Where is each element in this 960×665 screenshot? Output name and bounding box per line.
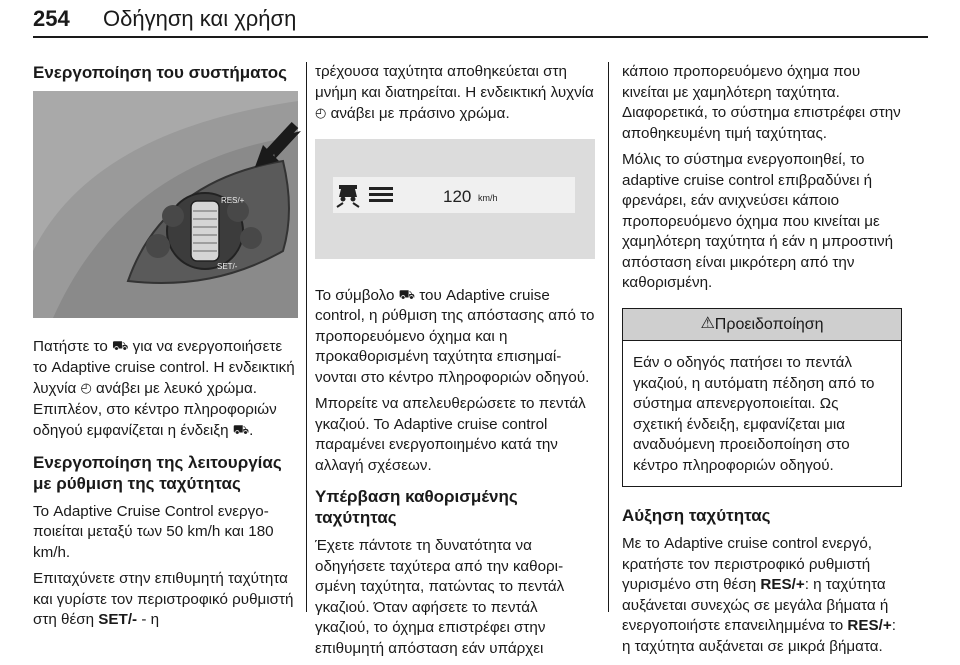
paragraph: Μόλις το σύστημα ενεργοποιηθεί, το adaptive cruise control επιβραδύνει ή φρενάρει, εάν ανιχνεύσει κάποιο προπορευόμενο όχημα που κινείται με χαμηλότερη ταχύτητα ή εάν η μπροστινή απόσταση είναι μικρότερη από την καθορισμένη. bbox=[622, 151, 894, 291]
adaptive-cruise-icon: ⛟ bbox=[112, 338, 129, 353]
steering-wheel-illustration bbox=[33, 91, 298, 318]
cruise-lamp-icon: ◴ bbox=[315, 105, 327, 120]
column-2 bbox=[315, 62, 595, 665]
paragraph: Το Adaptive Cruise Control ενεργοποιείται μεταξύ των 50 km/h και 180 km/h. bbox=[33, 502, 274, 561]
paragraph: Έχετε πάντοτε τη δυνατότητα να οδηγήσετε ταχύτερα από την καθορισμένη ταχύτητα, πατώντας το πεντάλ γκαζιού. Όταν αφήσετε το πεντάλ γκαζιού, το όχημα επιστρέφει στην επιθυμητή απόσταση εάν υπάρχει bbox=[315, 537, 565, 657]
adaptive-cruise-icon: ⛟ bbox=[398, 286, 415, 302]
paragraph: Πατήστε το ⛟ για να ενεργοποιήσετε το Adaptive cruise control. Η ενδεικτική λυχνία ◴ ανάβει με λευκό χρώμα. Επιπλέον, στο κέντρο πληροφοριών οδηγού εμφανίζεται η ένδειξη ⛟. bbox=[33, 338, 295, 439]
warning-title: Προειδοποίηση bbox=[714, 315, 824, 333]
warning-header bbox=[623, 309, 901, 342]
paragraph: κάποιο προπορευόμενο όχημα που κινείται με χαμηλότερη ταχύτητα. Διαφορετικά, το σύστημα επιστρέφει στην αποθηκευμένη τιμή ταχύτητας. bbox=[622, 63, 901, 142]
cluster-speed: 120 bbox=[443, 186, 472, 206]
warning-box bbox=[622, 308, 902, 488]
paragraph: Με το Adaptive cruise control ενεργό, κρατήστε τον περιστροφικό ρυθμιστή γυρισμένο στη θέση RES/+: η ταχύτητα αυξάνεται συνεχώς σε μεγάλα βήματα ή ενεργοποιήστε επανειλημμένα το RES/+: η ταχύτητα αυξάνεται σε μικρά βήματα. bbox=[622, 535, 896, 655]
driver-info-display-illustration bbox=[315, 139, 595, 259]
adaptive-cruise-icon bbox=[337, 185, 359, 207]
cruise-lamp-icon: ◴ bbox=[80, 380, 92, 395]
column-divider bbox=[306, 62, 307, 612]
heading-overtake: Υπέρβαση καθορισμένης ταχύτητας bbox=[315, 487, 518, 527]
cluster-unit: km/h bbox=[478, 192, 498, 203]
distance-bars-icon bbox=[369, 187, 393, 202]
paragraph: τρέχουσα ταχύτητα αποθηκεύεται στη μνήμη και διατηρείται. Η ενδεικτική λυχνία ◴ ανάβει με πράσινο χρώμα. bbox=[315, 63, 594, 122]
page-header bbox=[33, 6, 296, 36]
adaptive-cruise-icon: ⛟ bbox=[232, 422, 250, 437]
cluster-graphic bbox=[333, 177, 575, 213]
res-label: RES/+ bbox=[221, 196, 245, 205]
header-rule bbox=[33, 36, 928, 38]
section-title: Οδήγηση και χρήση bbox=[103, 6, 297, 31]
column-1 bbox=[33, 62, 298, 637]
set-label: SET/- bbox=[217, 262, 238, 271]
warning-triangle-icon: ⚠ bbox=[700, 314, 715, 332]
paragraph: Μπορείτε να απελευθερώσετε το πεντάλ γκαζιού. Το Adaptive cruise control παραμένει ενεργοποιημένο κατά την αλλαγή σχέσεων. bbox=[315, 395, 586, 474]
page-number: 254 bbox=[33, 6, 70, 31]
warning-text: Εάν ο οδηγός πατήσει το πεντάλ γκαζιού, η αυτόματη πέδηση από το σύστημα απενεργοποιείται. Ως σχετική ένδειξη, εμφανίζεται μια αναδυόμενη προειδοποίηση στο κέντρο πληροφοριών οδηγού. bbox=[633, 354, 875, 474]
heading-increase-speed: Αύξηση ταχύτητας bbox=[622, 506, 771, 525]
heading-activation: Ενεργοποίηση του συστήματος bbox=[33, 63, 287, 82]
column-divider bbox=[608, 62, 609, 612]
column-3 bbox=[622, 62, 902, 663]
paragraph: Επιταχύνετε στην επιθυμητή ταχύτητα και γυρίστε τον περιστροφικό ρυθμιστή στη θέση SET/- - η bbox=[33, 570, 294, 628]
heading-speed-setting: Ενεργοποίηση της λειτουργίας με ρύθμιση της ταχύτητας bbox=[33, 452, 282, 493]
steering-wheel-graphic bbox=[33, 91, 298, 318]
paragraph: Το σύμβολο ⛟ του Adaptive cruise control, η ρύθμιση της απόστασης από το προπορευόμενο όχημα και η προκαθορισμένη ταχύτητα επισημαίνονται στο κέντρο πληροφοριών οδηγού. bbox=[315, 286, 595, 386]
